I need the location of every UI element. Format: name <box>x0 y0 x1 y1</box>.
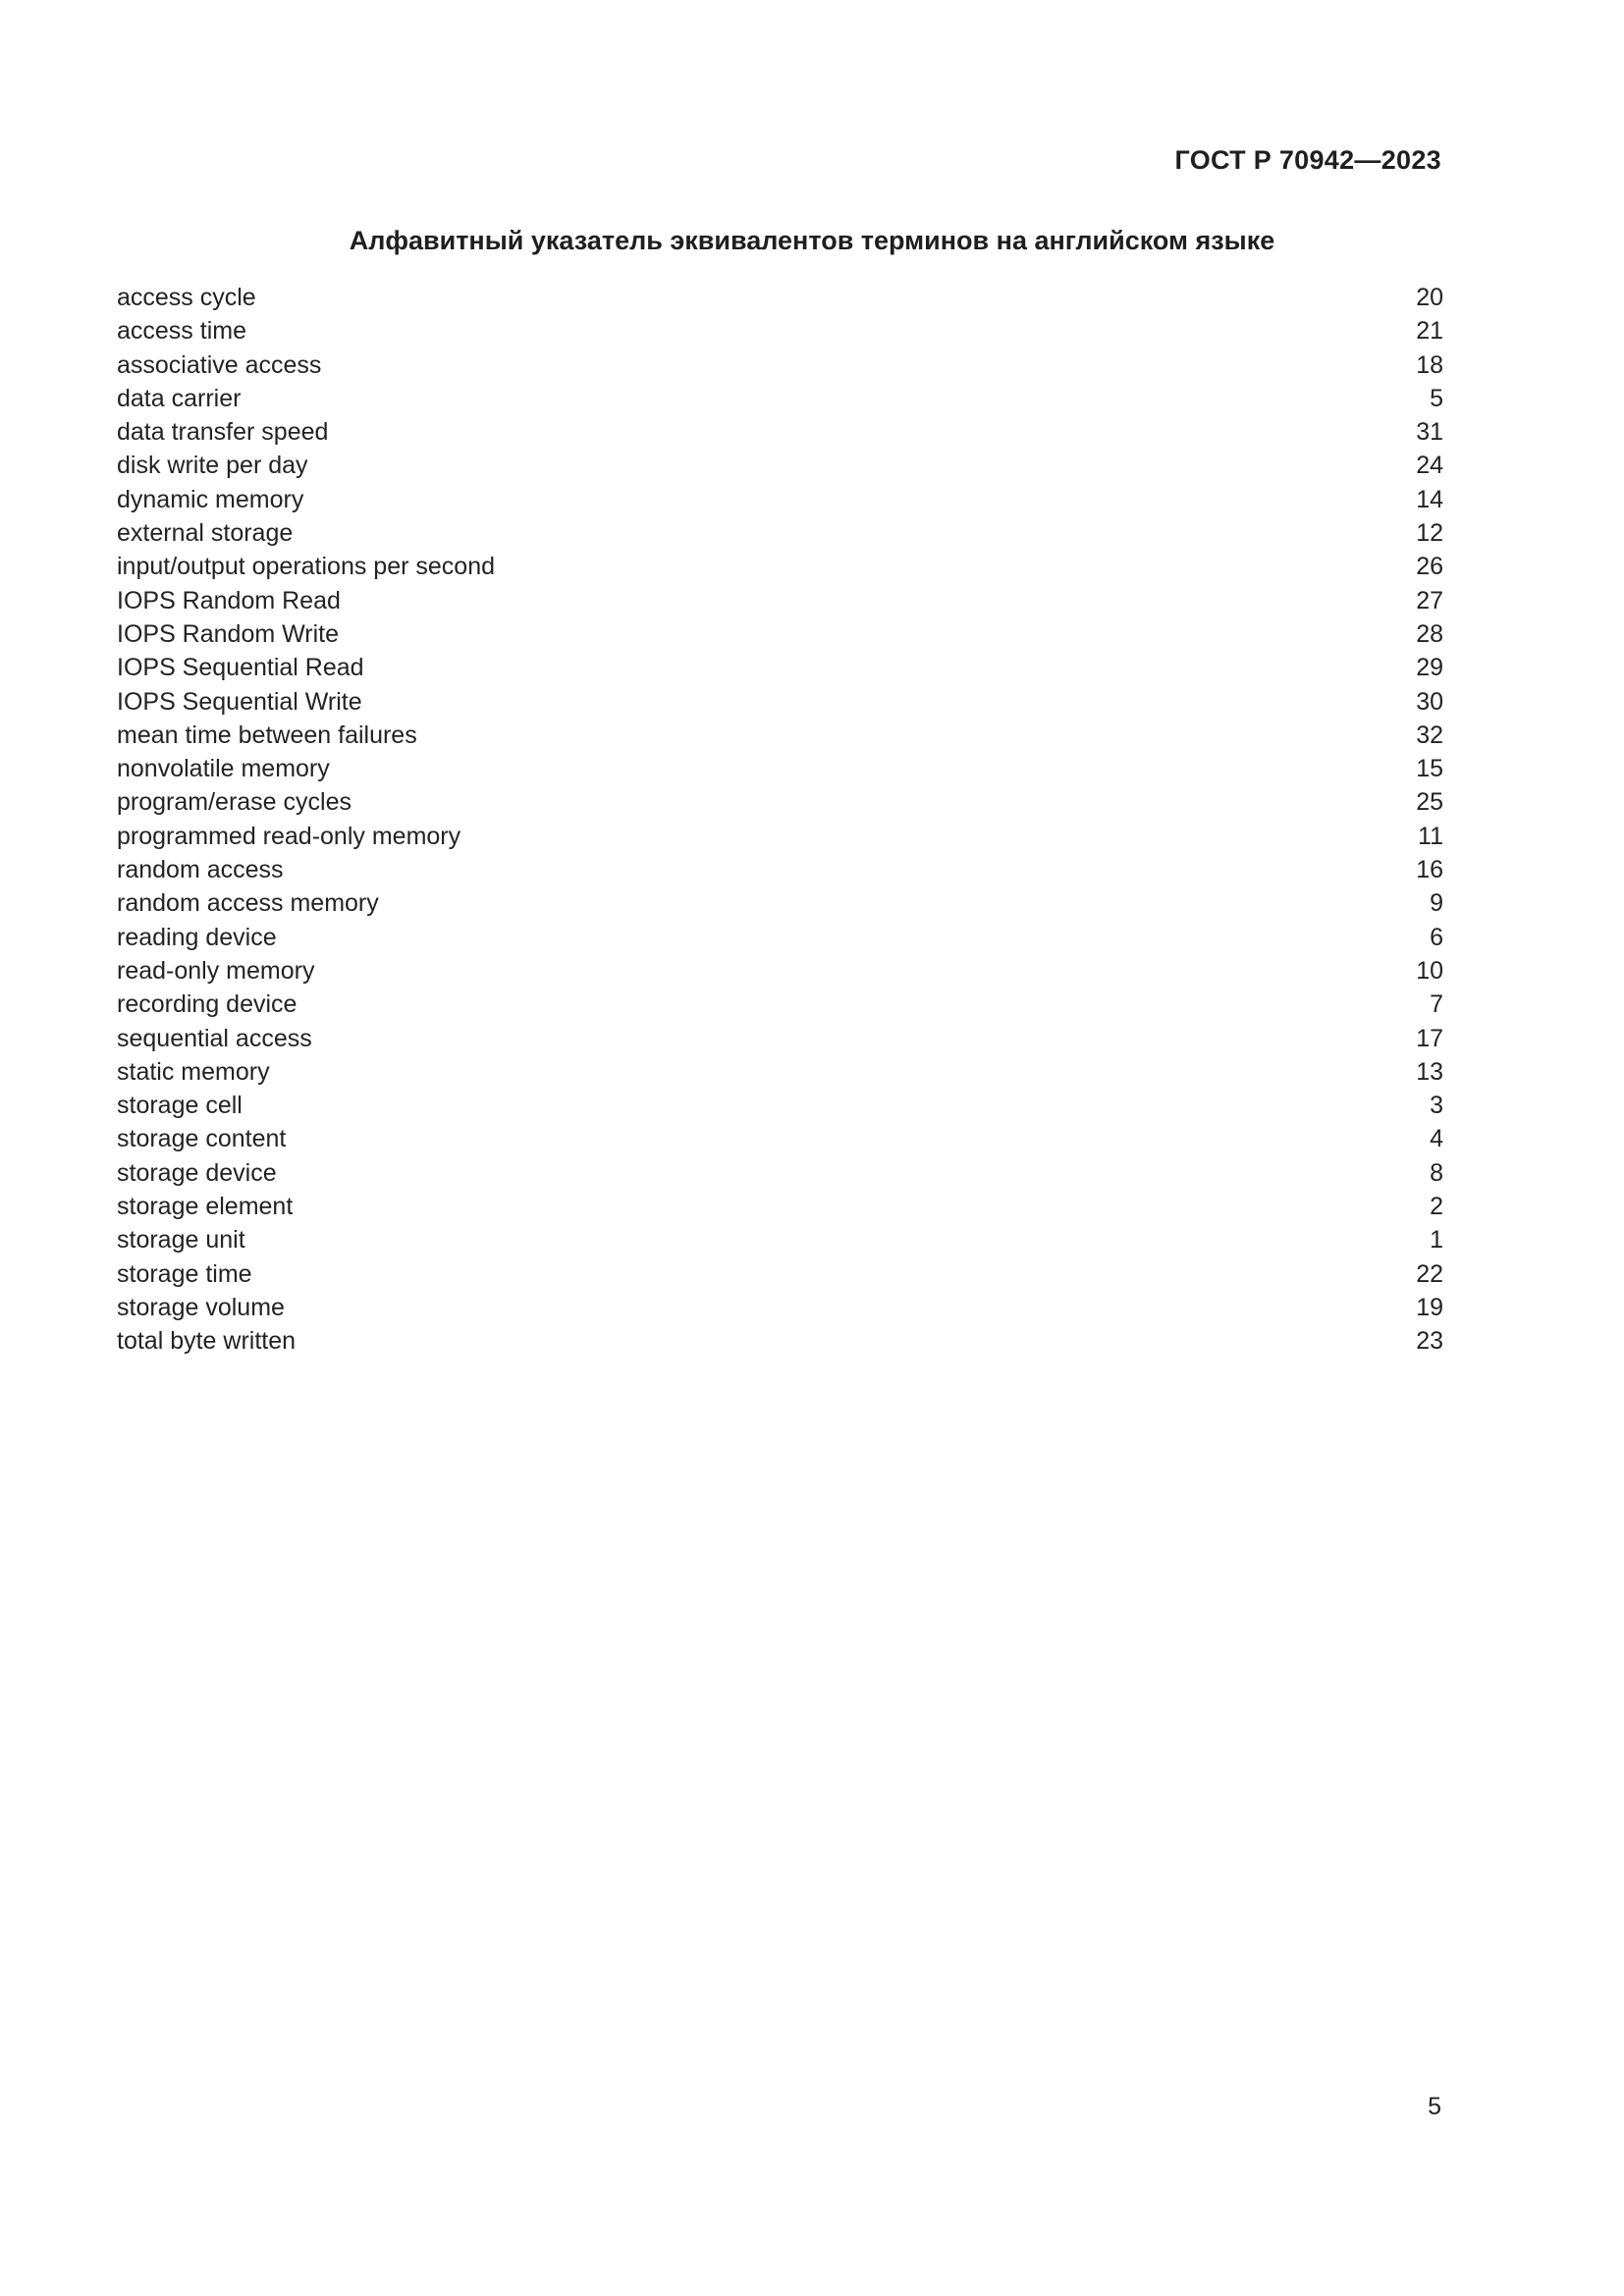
index-entry <box>117 785 1443 819</box>
index-term-number: 5 <box>1430 384 1443 412</box>
index-term-number: 25 <box>1416 788 1443 817</box>
index-term-number: 22 <box>1416 1259 1443 1288</box>
index-term: storage time <box>117 1259 252 1288</box>
index-term: reading device <box>117 923 277 951</box>
index-entry <box>117 853 1443 886</box>
index-entry <box>117 719 1443 752</box>
index-term-number: 32 <box>1416 721 1443 749</box>
index-term: static memory <box>117 1057 270 1086</box>
index-term-number: 6 <box>1430 923 1443 951</box>
document-code: ГОСТ Р 70942—2023 <box>1174 145 1441 175</box>
index-entry <box>117 382 1443 415</box>
index-term-number: 18 <box>1416 350 1443 379</box>
index-term-number: 17 <box>1416 1024 1443 1052</box>
index-term-number: 30 <box>1416 687 1443 716</box>
index-term: total byte written <box>117 1327 297 1356</box>
index-list <box>117 281 1443 1359</box>
index-entry <box>117 314 1443 347</box>
index-entry <box>117 483 1443 516</box>
index-term-number: 20 <box>1416 284 1443 311</box>
index-term: associative access <box>117 350 322 379</box>
index-term: access time <box>117 317 246 346</box>
index-term-number: 12 <box>1416 519 1443 548</box>
index-entry <box>117 1089 1443 1122</box>
index-term: external storage <box>117 519 294 548</box>
index-entry <box>117 1223 1443 1256</box>
index-entry <box>117 1291 1443 1324</box>
index-entry <box>117 449 1443 482</box>
index-entry <box>117 1324 1443 1358</box>
index-term: storage volume <box>117 1293 285 1321</box>
index-term: data transfer speed <box>117 418 329 447</box>
index-term-number: 3 <box>1430 1092 1443 1120</box>
index-term: random access <box>117 856 284 884</box>
index-term: data carrier <box>117 384 242 412</box>
index-term-number: 21 <box>1416 317 1443 346</box>
index-entry <box>117 415 1443 449</box>
index-term: programmed read-only memory <box>117 822 461 850</box>
index-entry <box>117 1257 1443 1291</box>
index-term-number: 2 <box>1430 1193 1443 1221</box>
index-term-number: 28 <box>1416 619 1443 648</box>
index-term: IOPS Random Read <box>117 586 341 614</box>
index-term: storage device <box>117 1158 277 1187</box>
index-term-number: 31 <box>1416 418 1443 447</box>
index-term-number: 13 <box>1416 1057 1443 1086</box>
index-entry <box>117 348 1443 382</box>
index-entry <box>117 281 1443 314</box>
index-entry <box>117 820 1443 853</box>
index-term: IOPS Sequential Write <box>117 687 362 716</box>
index-term-number: 24 <box>1416 452 1443 480</box>
index-entry <box>117 516 1443 550</box>
index-entry <box>117 752 1443 785</box>
index-term-number: 26 <box>1416 553 1443 581</box>
index-term: disk write per day <box>117 452 308 480</box>
index-term: program/erase cycles <box>117 788 352 817</box>
index-term-number: 19 <box>1416 1293 1443 1321</box>
index-term-number: 8 <box>1430 1158 1443 1187</box>
index-term-number: 15 <box>1416 755 1443 783</box>
index-entry <box>117 1055 1443 1089</box>
index-entry <box>117 954 1443 988</box>
index-entry <box>117 1122 1443 1155</box>
index-entry <box>117 1156 1443 1190</box>
index-term: random access memory <box>117 889 379 918</box>
index-term-number: 9 <box>1430 889 1443 918</box>
index-entry <box>117 617 1443 651</box>
index-term-number: 16 <box>1416 856 1443 884</box>
index-entry <box>117 584 1443 617</box>
index-entry <box>117 886 1443 920</box>
index-term: IOPS Random Write <box>117 619 340 648</box>
index-term: storage cell <box>117 1092 243 1120</box>
index-term: storage content <box>117 1125 287 1153</box>
index-term-number: 14 <box>1416 485 1443 513</box>
index-term: recording device <box>117 990 298 1019</box>
page-number: 5 <box>1428 2093 1441 2120</box>
index-term-number: 23 <box>1416 1327 1443 1356</box>
index-term: nonvolatile memory <box>117 755 330 783</box>
index-term: storage element <box>117 1193 294 1221</box>
index-term-number: 7 <box>1430 990 1443 1019</box>
index-term-number: 4 <box>1430 1125 1443 1153</box>
index-term: sequential access <box>117 1024 312 1052</box>
index-entry <box>117 988 1443 1021</box>
index-term: dynamic memory <box>117 485 304 513</box>
index-term: access cycle <box>117 284 256 311</box>
index-term: read-only memory <box>117 956 315 985</box>
index-term-number: 27 <box>1416 586 1443 614</box>
index-entry <box>117 685 1443 719</box>
index-entry <box>117 651 1443 684</box>
index-title: Алфавитный указатель эквивалентов терминов на английском языке <box>349 226 1275 255</box>
index-entry <box>117 1022 1443 1055</box>
index-entry <box>117 550 1443 583</box>
index-term-number: 1 <box>1430 1226 1443 1255</box>
index-term: mean time between failures <box>117 721 417 749</box>
index-term: IOPS Sequential Read <box>117 654 364 682</box>
index-term-number: 10 <box>1416 956 1443 985</box>
index-term: storage unit <box>117 1226 245 1255</box>
index-term-number: 29 <box>1416 654 1443 682</box>
index-entry <box>117 921 1443 954</box>
index-term: input/output operations per second <box>117 553 495 581</box>
index-term-number: 11 <box>1418 822 1443 850</box>
index-entry <box>117 1190 1443 1223</box>
